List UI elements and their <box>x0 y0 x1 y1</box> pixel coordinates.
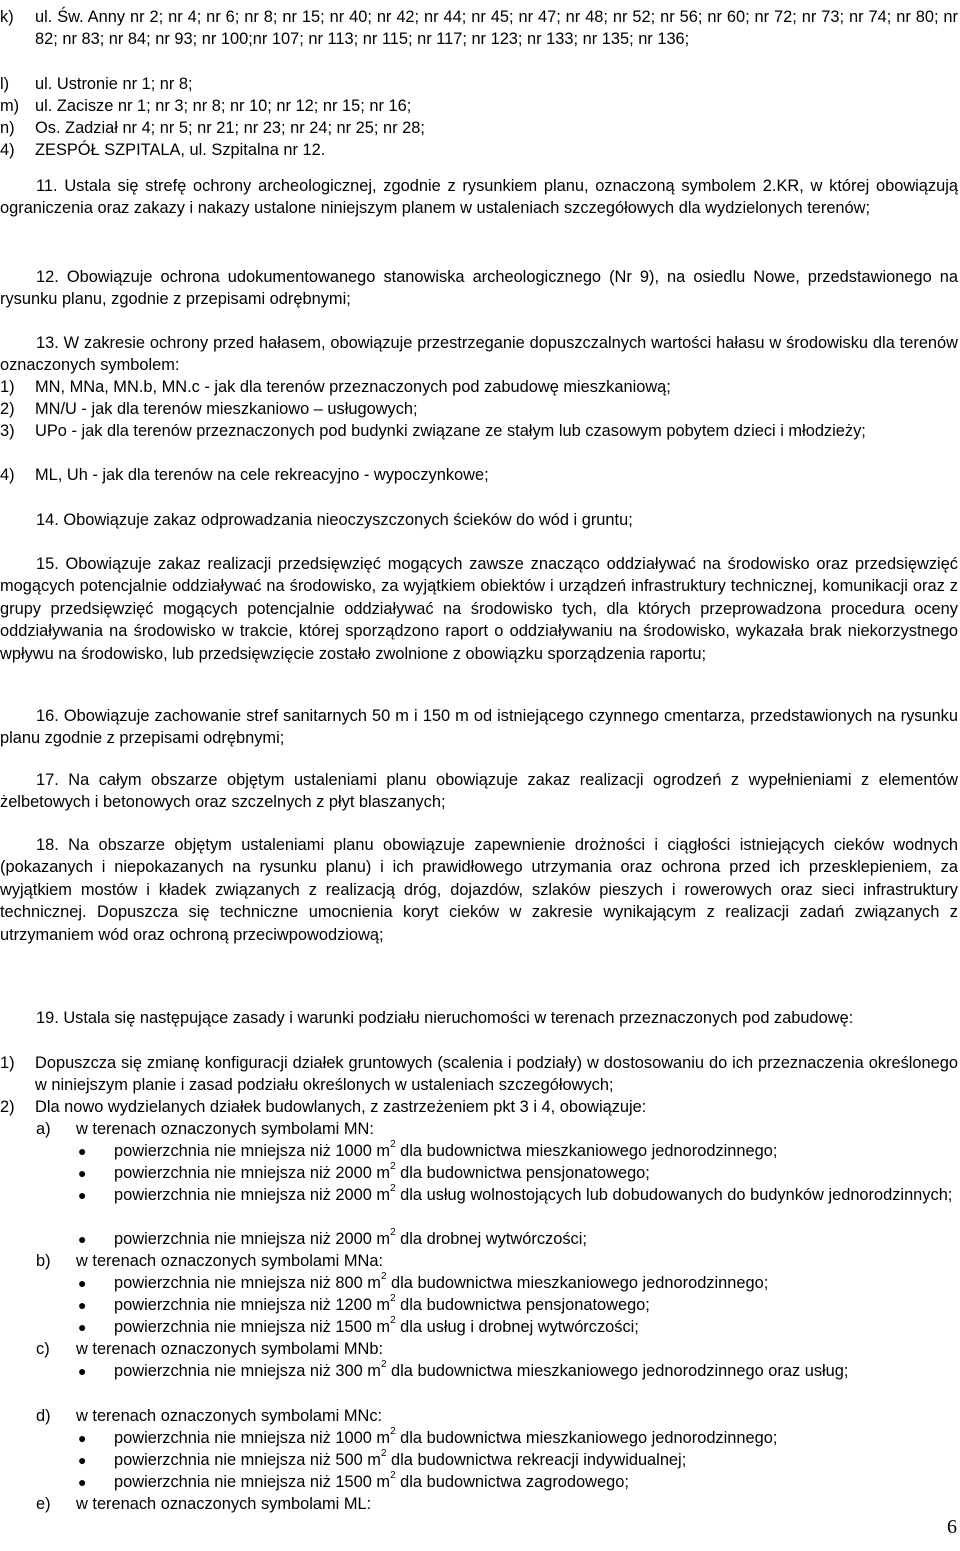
bullet-icon: ● <box>78 1231 87 1247</box>
list-item <box>0 139 958 161</box>
superscript: 2 <box>390 1315 396 1326</box>
sub-list-label: b) <box>36 1252 51 1270</box>
sub-list-label: e) <box>36 1495 51 1513</box>
sub-list-item <box>0 1493 958 1515</box>
superscript: 2 <box>380 1271 387 1282</box>
list-text: Dopuszcza się zmianę konfiguracji działek gruntowych (scalenia i podziały) w dostosowaniu do ich przeznaczenia określonego w niniejszym planie i zasad podziału określonych w ustaleniach szczegółowych; <box>35 1054 958 1095</box>
bullet-text: dla budownictwa mieszkaniowego jednorodzinnego oraz usług; <box>386 1362 849 1380</box>
bullet-item <box>0 1184 958 1206</box>
list-label: 4) <box>0 141 15 159</box>
bullet-text: powierzchnia nie mniejsza niż 500 m <box>114 1451 381 1469</box>
sub-list-text: w terenach oznaczonych symbolami MNb: <box>76 1340 383 1358</box>
bullet-icon: ● <box>78 1430 87 1446</box>
bullet-text: powierzchnia nie mniejsza niż 300 m <box>114 1362 381 1380</box>
bullet-icon: ● <box>78 1363 87 1379</box>
bullet-icon: ● <box>78 1143 87 1159</box>
bullet-item <box>0 1228 958 1250</box>
list-label: 2) <box>0 1098 15 1116</box>
list-item <box>0 376 958 398</box>
list-label: 4) <box>0 466 15 484</box>
bullet-text: powierzchnia nie mniejsza niż 2000 m <box>114 1186 391 1204</box>
sub-list-item <box>0 1405 958 1427</box>
bullet-text: powierzchnia nie mniejsza niż 1500 m <box>114 1473 391 1491</box>
list-item <box>0 398 958 420</box>
list-item <box>0 73 958 95</box>
list-label: 3) <box>0 422 15 440</box>
bullet-text: dla budownictwa mieszkaniowego jednorodzinnego; <box>395 1142 778 1160</box>
bullet-icon: ● <box>78 1165 87 1181</box>
paragraph-18: 18. Na obszarze objętym ustaleniami planu obowiązuje zapewnienie drożności i ciągłości istniejących cieków wodnych (pokazanych i niepokazanych na rysunku planu) i ich prawidłowego utrzymania oraz ochrona przed ich przesklepieniem, za wyjątkiem mostów i kładek związanych z realizacją dróg, dojazdów, szlaków pieszych i rowerowych oraz sieci infrastruktury technicznej. Dopuszcza się techniczne umocnienia koryt cieków w zakresie wynikającym z realizacji zadań związanych z utrzymaniem wód oraz ochroną przeciwpowodziową; <box>0 836 958 944</box>
bullet-item <box>0 1162 958 1184</box>
superscript: 2 <box>380 1448 387 1459</box>
list-text: ML, Uh - jak dla terenów na cele rekreacyjno - wypoczynkowe; <box>35 466 489 484</box>
superscript: 2 <box>390 1139 396 1150</box>
paragraph-11: 11. Ustala się strefę ochrony archeologicznej, zgodnie z rysunkiem planu, oznaczoną symbolem 2.KR, w której obowiązują ograniczenia oraz zakazy i nakazy ustalone niniejszym planem w ustaleniach szczegółowych dla wydzielonych terenów; <box>0 177 958 218</box>
list-label: k) <box>0 8 14 26</box>
paragraph-19: 19. Ustala się następujące zasady i warunki podziału nieruchomości w terenach przeznaczonych pod zabudowę: <box>36 1009 854 1027</box>
list-text: ul. Św. Anny nr 2; nr 4; nr 6; nr 8; nr 15; nr 40; nr 42; nr 44; nr 45; nr 47; nr 48; nr 52; nr 56; nr 60; nr 72; nr 73; nr 74; nr 80; nr 82; nr 83; nr 84; nr 93; nr 100;nr 107; nr 113; nr 115; nr 117; nr 123; nr 133; nr 135; nr 136; <box>35 8 958 49</box>
sub-list-text: w terenach oznaczonych symbolami MNa: <box>76 1252 383 1270</box>
bullet-text: dla budownictwa mieszkaniowego jednorodzinnego; <box>386 1274 769 1292</box>
superscript: 2 <box>390 1470 396 1481</box>
bullet-text: dla budownictwa pensjonatowego; <box>395 1164 650 1182</box>
bullet-text: powierzchnia nie mniejsza niż 2000 m <box>114 1164 391 1182</box>
bullet-text: dla budownictwa zagrodowego; <box>395 1473 629 1491</box>
bullet-text: dla budownictwa rekreacji indywidualnej; <box>386 1451 687 1469</box>
bullet-text: dla drobnej wytwórczości; <box>395 1230 587 1248</box>
bullet-text: powierzchnia nie mniejsza niż 800 m <box>114 1274 381 1292</box>
superscript: 2 <box>380 1359 387 1370</box>
bullet-icon: ● <box>78 1275 87 1291</box>
bullet-text: powierzchnia nie mniejsza niż 1500 m <box>114 1318 391 1336</box>
list-text: ZESPÓŁ SZPITALA, ul. Szpitalna nr 12. <box>35 141 326 159</box>
paragraph-15: 15. Obowiązuje zakaz realizacji przedsięwzięć mogących zawsze znacząco oddziaływać na środowisko oraz przedsięwzięć mogących potencjalnie oddziaływać na środowisko, za wyjątkiem obiektów i urządzeń infrastruktury technicznej, komunikacji oraz z grupy przedsięwzięć mogących potencjalnie oddziaływać na środowisko tych, dla których przeprowadzona procedura oceny oddziaływania na środowisko w trakcie, której sporządzono raport o oddziaływaniu na środowisko, wykazała brak niekorzystnego wpływu na środowisko, lub przedsięwzięcie zostało zwolnione z obowiązku sporządzenia raportu; <box>0 555 958 663</box>
bullet-icon: ● <box>78 1474 87 1490</box>
superscript: 2 <box>390 1293 396 1304</box>
sub-list-label: c) <box>36 1340 50 1358</box>
bullet-text: dla budownictwa pensjonatowego; <box>395 1296 650 1314</box>
list-item <box>0 117 958 139</box>
superscript: 2 <box>390 1227 396 1238</box>
list-text: ul. Zacisze nr 1; nr 3; nr 8; nr 10; nr 12; nr 15; nr 16; <box>35 97 412 115</box>
bullet-item <box>0 1272 958 1294</box>
superscript: 2 <box>390 1161 396 1172</box>
superscript: 2 <box>390 1426 396 1437</box>
bullet-item <box>0 1427 958 1449</box>
bullet-text: powierzchnia nie mniejsza niż 1000 m <box>114 1142 391 1160</box>
list-text: Os. Zadział nr 4; nr 5; nr 21; nr 23; nr 24; nr 25; nr 28; <box>35 119 425 137</box>
bullet-text: powierzchnia nie mniejsza niż 1200 m <box>114 1296 391 1314</box>
list-text: MN/U - jak dla terenów mieszkaniowo – usługowych; <box>35 400 418 418</box>
list-item <box>0 1052 958 1097</box>
bullet-item <box>0 1140 958 1162</box>
bullet-text: powierzchnia nie mniejsza niż 1000 m <box>114 1429 391 1447</box>
bullet-item <box>0 1360 958 1382</box>
sub-list-item <box>0 1118 958 1140</box>
paragraph-12: 12. Obowiązuje ochrona udokumentowanego stanowiska archeologicznego (Nr 9), na osiedlu Nowe, przedstawionego na rysunku planu, zgodnie z przepisami odrębnymi; <box>0 268 958 309</box>
list-label: l) <box>0 75 10 93</box>
list-item <box>0 1096 958 1118</box>
list-label: 2) <box>0 400 15 418</box>
list-label: n) <box>0 119 15 137</box>
superscript: 2 <box>390 1183 396 1194</box>
list-text: MN, MNa, MN.b, MN.c - jak dla terenów przeznaczonych pod zabudowę mieszkaniową; <box>35 378 671 396</box>
bullet-icon: ● <box>78 1187 87 1203</box>
page-number: 6 <box>947 1516 957 1538</box>
list-item <box>0 6 958 51</box>
bullet-text: dla usług i drobnej wytwórczości; <box>395 1318 639 1336</box>
bullet-item <box>0 1471 958 1493</box>
bullet-item <box>0 1316 958 1338</box>
sub-list-text: w terenach oznaczonych symbolami ML: <box>76 1495 372 1513</box>
list-item <box>0 95 958 117</box>
list-text: UPo - jak dla terenów przeznaczonych pod budynki związane ze stałym lub czasowym pobytem dzieci i młodzieży; <box>35 422 866 440</box>
list-label: 1) <box>0 1054 15 1072</box>
sub-list-label: d) <box>36 1407 51 1425</box>
list-text: Dla nowo wydzielanych działek budowlanych, z zastrzeżeniem pkt 3 i 4, obowiązuje: <box>35 1098 647 1116</box>
bullet-text: dla usług wolnostojących lub dobudowanych do budynków jednorodzinnych; <box>395 1186 953 1204</box>
list-text: ul. Ustronie nr 1; nr 8; <box>35 75 193 93</box>
paragraph-14: 14. Obowiązuje zakaz odprowadzania nieoczyszczonych ścieków do wód i gruntu; <box>36 511 633 529</box>
sub-list-label: a) <box>36 1120 51 1138</box>
bullet-text: powierzchnia nie mniejsza niż 2000 m <box>114 1230 391 1248</box>
sub-list-text: w terenach oznaczonych symbolami MN: <box>76 1120 374 1138</box>
bullet-icon: ● <box>78 1297 87 1313</box>
list-label: m) <box>0 97 20 115</box>
sub-list-text: w terenach oznaczonych symbolami MNc: <box>76 1407 383 1425</box>
sub-list-item <box>0 1250 958 1272</box>
bullet-item <box>0 1294 958 1316</box>
sub-list-item <box>0 1338 958 1360</box>
paragraph-16: 16. Obowiązuje zachowanie stref sanitarnych 50 m i 150 m od istniejącego czynnego cmentarza, przedstawionych na rysunku planu zgodnie z przepisami odrębnymi; <box>0 707 958 748</box>
list-item <box>0 420 958 442</box>
paragraph-17: 17. Na całym obszarze objętym ustaleniami planu obowiązuje zakaz realizacji ogrodzeń z wypełnieniami z elementów żelbetowych i betonowych oraz szczelnych z płyt blaszanych; <box>0 771 958 812</box>
list-item <box>0 464 958 486</box>
bullet-icon: ● <box>78 1319 87 1335</box>
list-label: 1) <box>0 378 15 396</box>
paragraph-13: 13. W zakresie ochrony przed hałasem, obowiązuje przestrzeganie dopuszczalnych wartości hałasu w środowisku dla terenów oznaczonych symbolem: <box>0 334 958 375</box>
bullet-item <box>0 1449 958 1471</box>
bullet-icon: ● <box>78 1452 87 1468</box>
bullet-text: dla budownictwa mieszkaniowego jednorodzinnego; <box>395 1429 778 1447</box>
